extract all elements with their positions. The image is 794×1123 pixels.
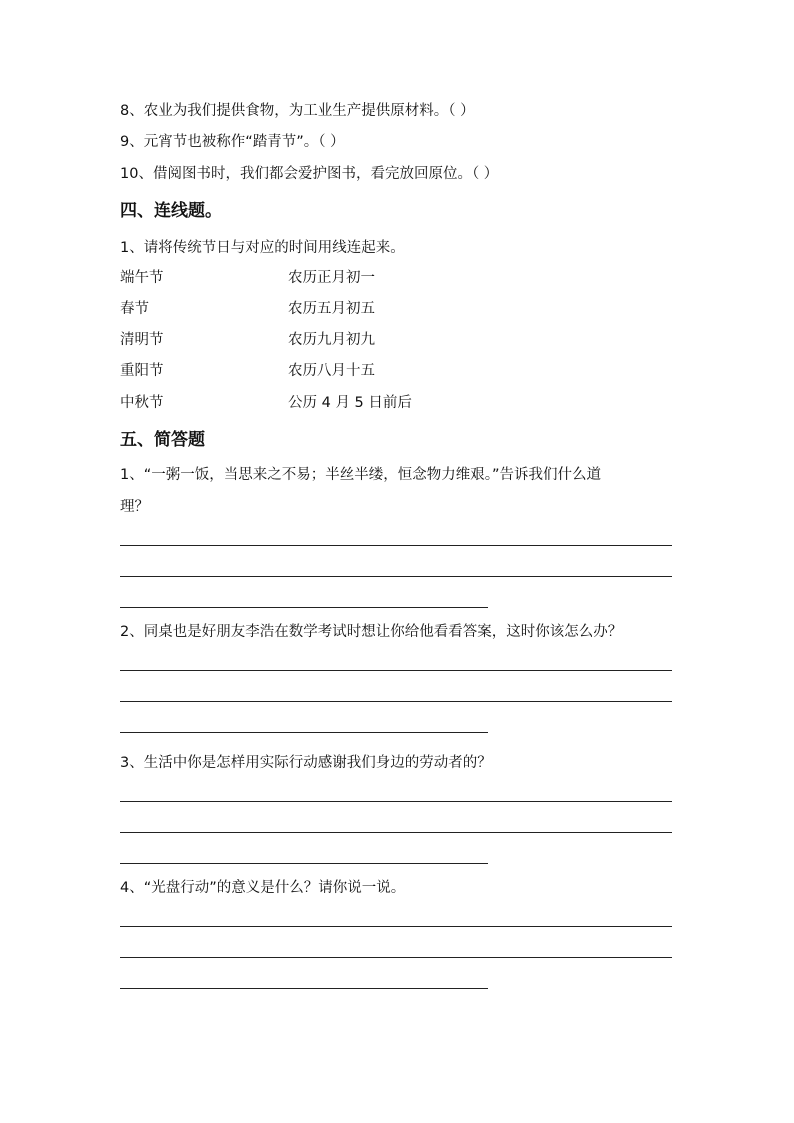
answer-line[interactable] [120, 607, 488, 608]
short-answer-question-2: 2、同桌也是好朋友李浩在数学考试时想让你给他看看答案，这时你该怎么办？ [120, 624, 623, 640]
date-item: 农历正月初一 [288, 270, 375, 286]
answer-line[interactable] [120, 545, 672, 546]
answer-line[interactable] [120, 832, 672, 833]
short-answer-question-1-cont: 理？ [120, 499, 149, 515]
section-4-title: 四、连线题。 [120, 201, 222, 221]
question-8: 8、农业为我们提供食物，为工业生产提供原材料。（ ） [120, 103, 475, 119]
date-item: 农历八月十五 [288, 363, 375, 379]
section-5-title: 五、简答题 [120, 430, 205, 450]
answer-line[interactable] [120, 863, 488, 864]
festival-item: 端午节 [120, 270, 164, 286]
festival-item: 中秋节 [120, 395, 164, 411]
short-answer-question-4: 4、“光盘行动”的意义是什么？请你说一说。 [120, 880, 406, 896]
answer-line[interactable] [120, 732, 488, 733]
festival-item: 重阳节 [120, 363, 164, 379]
date-item: 农历九月初九 [288, 332, 375, 348]
answer-line[interactable] [120, 670, 672, 671]
festival-item: 清明节 [120, 332, 164, 348]
question-10: 10、借阅图书时，我们都会爱护图书，看完放回原位。（ ） [120, 166, 499, 182]
answer-line[interactable] [120, 926, 672, 927]
date-item: 农历五月初五 [288, 301, 375, 317]
date-item: 公历 4 月 5 日前后 [288, 395, 412, 411]
answer-line[interactable] [120, 957, 672, 958]
answer-line[interactable] [120, 988, 488, 989]
question-9: 9、元宵节也被称作“踏青节”。（ ） [120, 134, 345, 150]
answer-line[interactable] [120, 576, 672, 577]
section-4-instruction: 1、请将传统节日与对应的时间用线连起来。 [120, 240, 405, 256]
short-answer-question-1: 1、“一粥一饭，当思来之不易；半丝半缕，恒念物力维艰。”告诉我们什么道 [120, 467, 601, 483]
answer-line[interactable] [120, 801, 672, 802]
short-answer-question-3: 3、生活中你是怎样用实际行动感谢我们身边的劳动者的？ [120, 755, 492, 771]
answer-line[interactable] [120, 701, 672, 702]
festival-item: 春节 [120, 301, 149, 317]
